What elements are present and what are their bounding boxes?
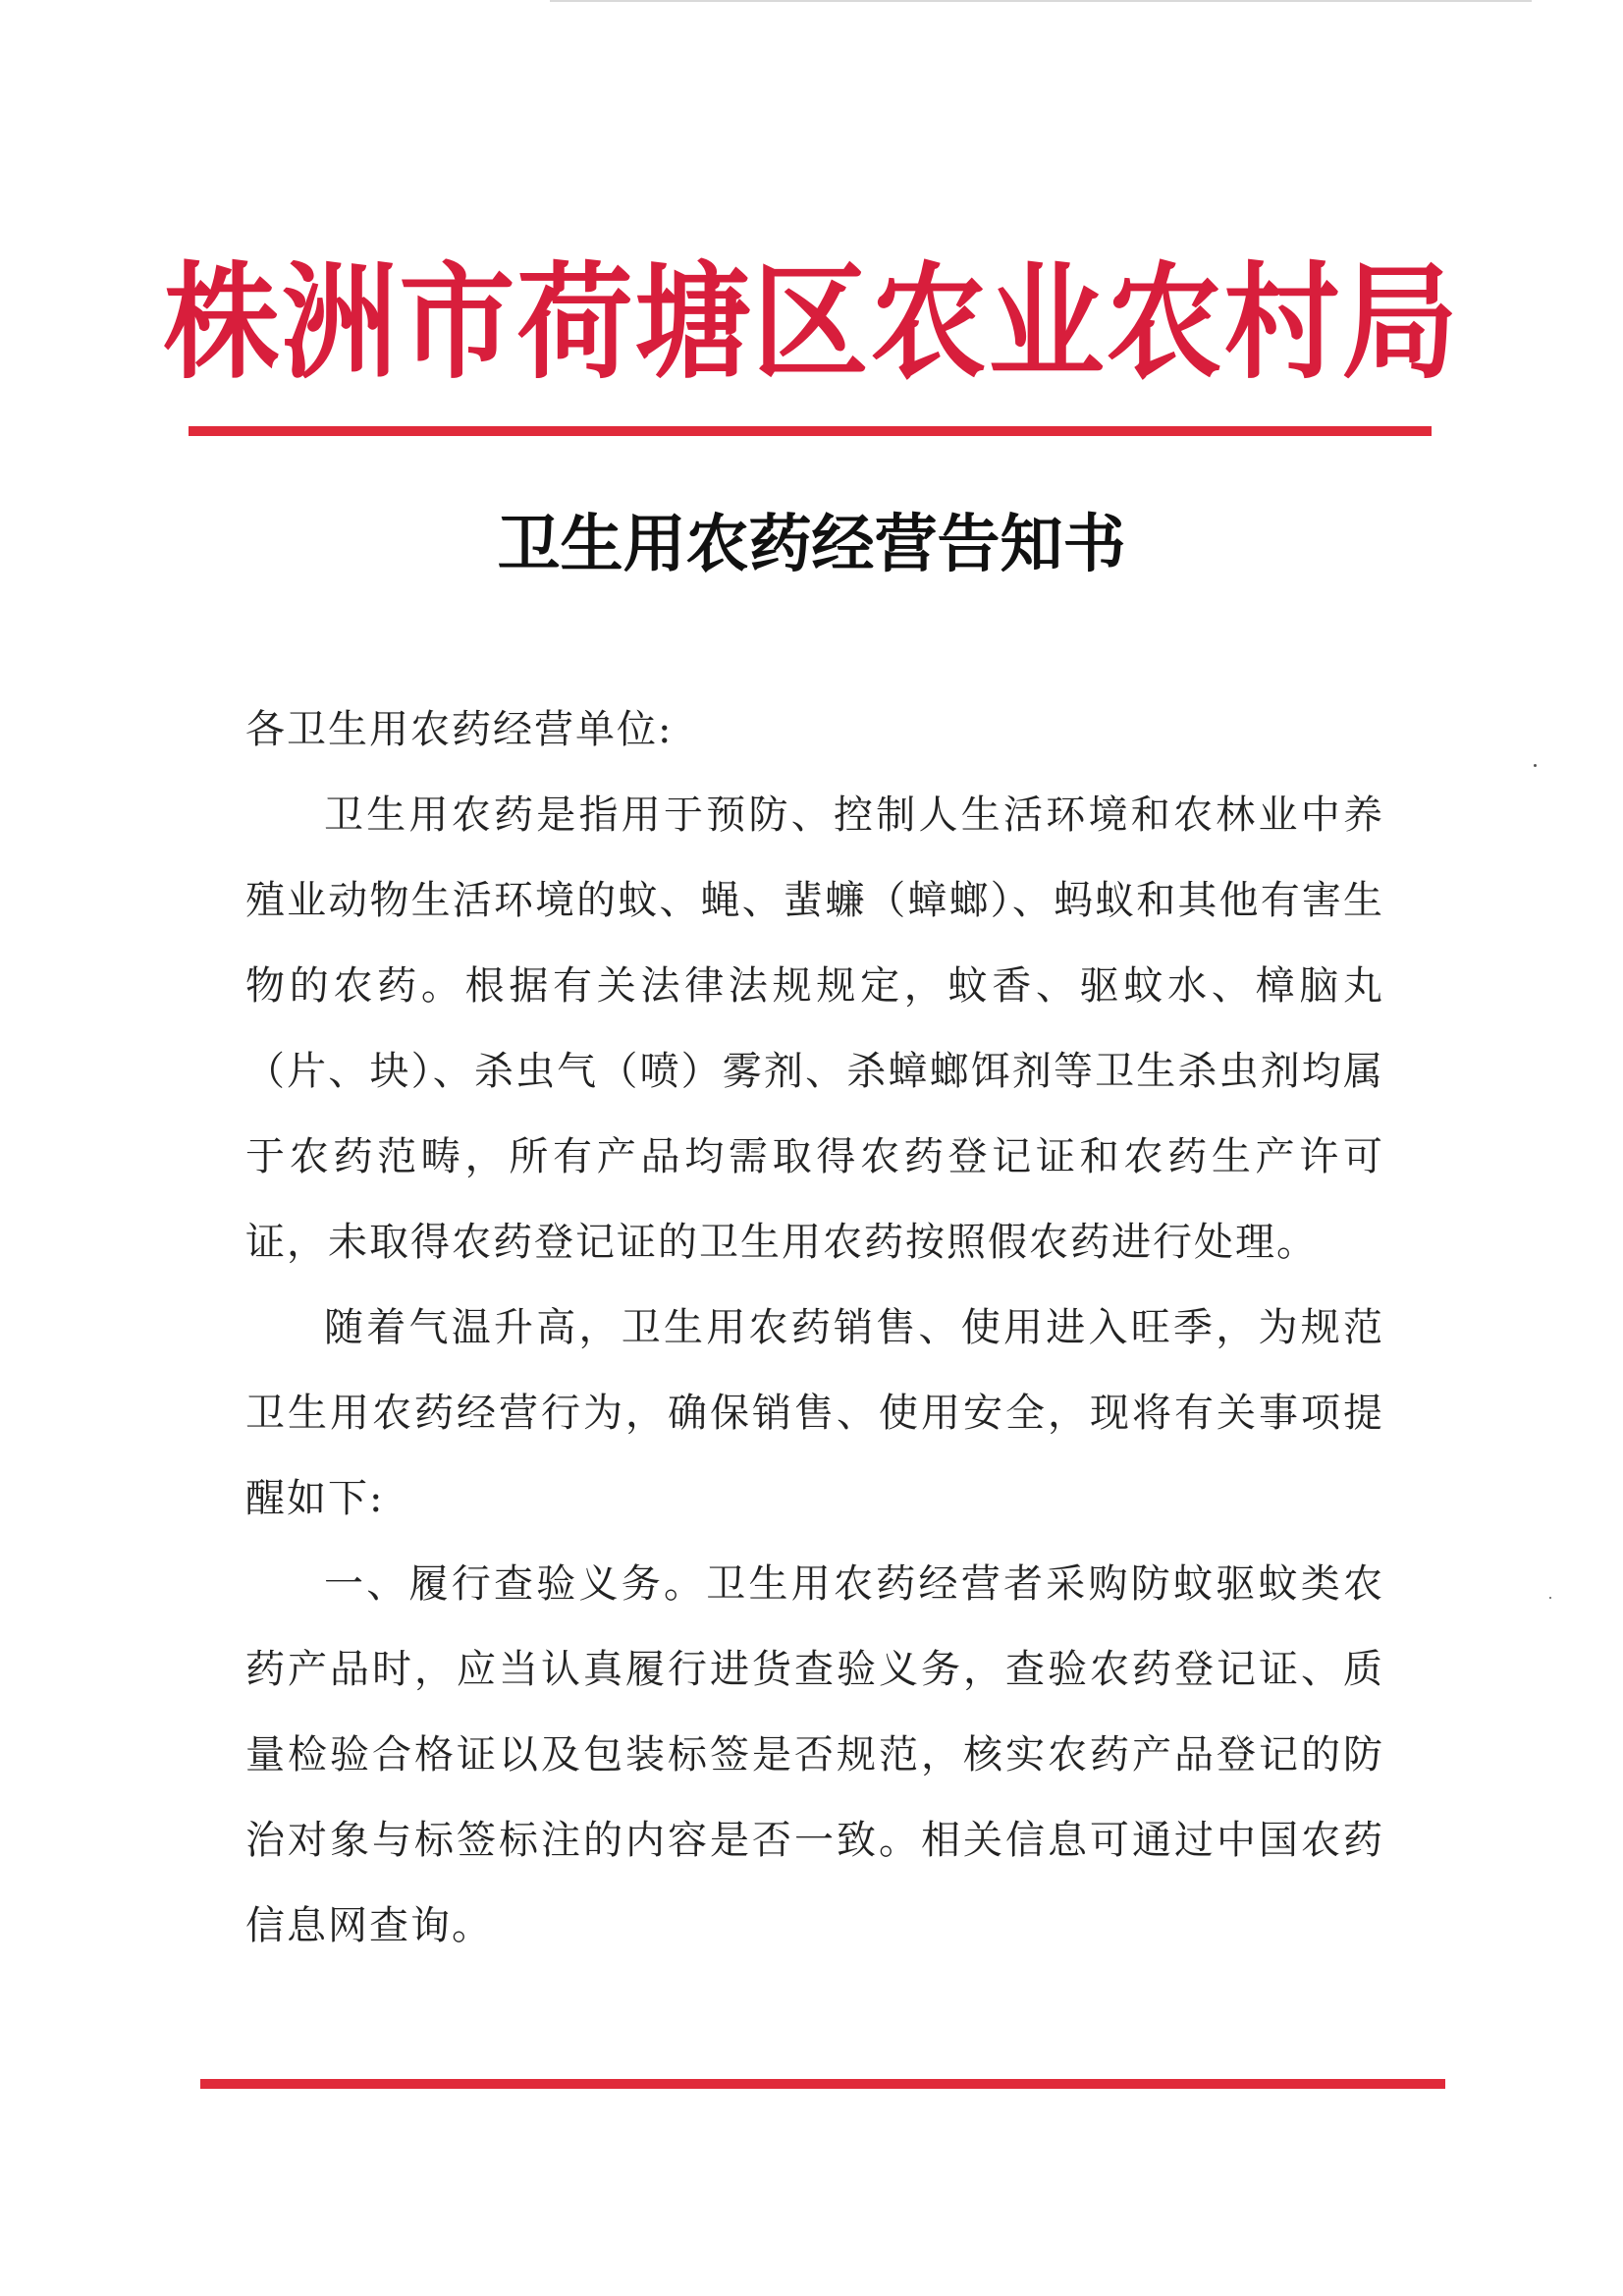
document-title: 卫生用农药经营告知书 [497, 509, 1126, 581]
paragraph-season-reminder: 随着气温升高，卫生用农药销售、使用进入旺季，为规范卫生用农药经营行为，确保销售、使用安全，现将有关事项提醒如下: [245, 1305, 1384, 1521]
salutation: 各卫生用农药经营单位: [245, 707, 674, 752]
scan-speck [1534, 764, 1537, 767]
document-body [245, 687, 1384, 1969]
scan-speck [1549, 1597, 1551, 1599]
footer-red-rule [200, 2079, 1445, 2089]
letterhead-red-rule [189, 426, 1432, 436]
letterhead-org-name: 株洲市荷塘区农业农村局 [163, 248, 1460, 396]
paragraph-inspection-duty: 一、履行查验义务。卫生用农药经营者采购防蚊驱蚊类农药产品时，应当认真履行进货查验义务，查验农药登记证、质量检验合格证以及包装标签是否规范，核实农药产品登记的防治对象与标签标注的内容是否一致。相关信息可通过中国农药信息网查询。 [245, 1561, 1384, 1948]
scan-edge-line [550, 0, 1532, 2]
paragraph-definition: 卫生用农药是指用于预防、控制人生活环境和农林业中养殖业动物生活环境的蚊、蝇、蜚蠊（蟑螂）、蚂蚁和其他有害生物的农药。根据有关法律法规规定，蚊香、驱蚊水、樟脑丸（片、块）、杀虫气（喷）雾剂、杀蟑螂饵剂等卫生杀虫剂均属于农药范畴，所有产品均需取得农药登记证和农药生产许可证，未取得农药登记证的卫生用农药按照假农药进行处理。 [245, 793, 1384, 1265]
